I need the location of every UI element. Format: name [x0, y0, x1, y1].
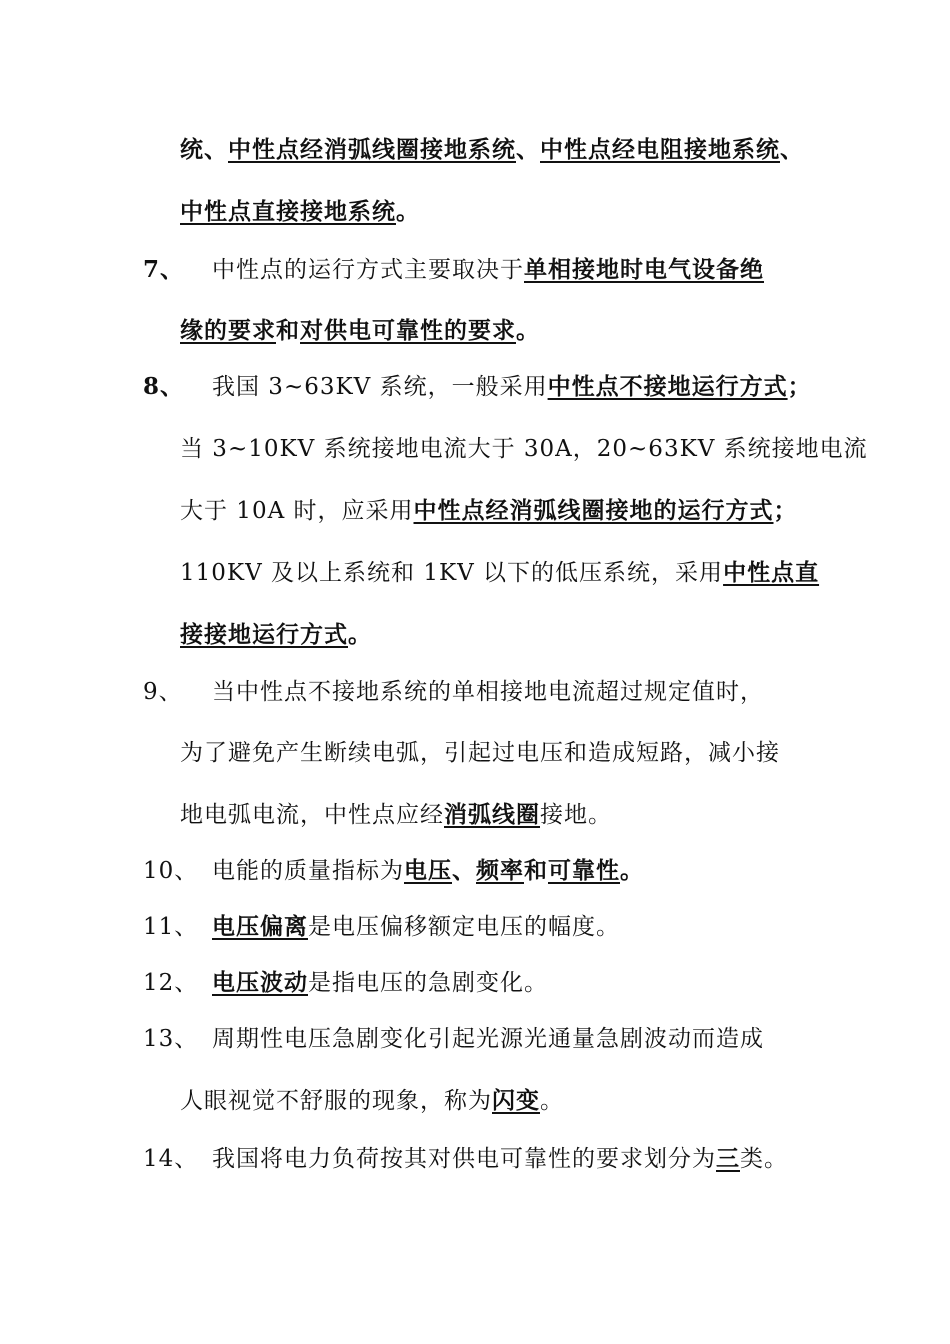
text-line: [0, 615, 950, 655]
item-number: 8、: [143, 373, 185, 400]
line-text: 人眼视觉不舒服的现象，称为闪变。: [180, 1087, 564, 1114]
line-text: 接接地运行方式。: [180, 621, 372, 648]
line-text: 当中性点不接地系统的单相接地电流超过规定值时，: [212, 679, 764, 705]
line-text: 统、中性点经消弧线圈接地系统、中性点经电阻接地系统、: [180, 136, 804, 163]
text-line: [0, 429, 950, 469]
item-number: 13、: [143, 1026, 199, 1052]
list-item-9: [0, 672, 950, 712]
text-line: [0, 1081, 950, 1121]
list-item-11: [0, 907, 950, 947]
line-text: 我国 3~63KV 系统，一般采用中性点不接地运行方式；: [212, 373, 812, 400]
text-line: [0, 491, 950, 531]
text-line: [0, 733, 950, 773]
list-item-12: [0, 963, 950, 1003]
item-number: 14、: [143, 1146, 199, 1172]
text-line: [0, 192, 950, 232]
list-item-13: [0, 1019, 950, 1059]
line-text: 缘的要求和对供电可靠性的要求。: [180, 317, 540, 344]
text-line: [0, 553, 950, 593]
list-item-14: [0, 1139, 950, 1179]
item-number: 10、: [143, 858, 199, 884]
line-text: 当 3~10KV 系统接地电流大于 30A，20~63KV 系统接地电流: [180, 436, 868, 462]
list-item-8: [0, 367, 950, 407]
list-item-7: [0, 250, 950, 290]
line-text: 我国将电力负荷按其对供电可靠性的要求划分为三类。: [212, 1145, 788, 1172]
line-text: 电能的质量指标为电压、频率和可靠性。: [212, 857, 644, 884]
item-number: 7、: [143, 256, 185, 283]
line-text: 电压偏离是电压偏移额定电压的幅度。: [212, 913, 620, 940]
line-text: 为了避免产生断续电弧，引起过电压和造成短路，减小接: [180, 740, 780, 766]
line-text: 中性点直接接地系统。: [180, 198, 420, 225]
list-item-10: [0, 851, 950, 891]
text-line: [0, 130, 950, 170]
text-line: [0, 795, 950, 835]
line-text: 110KV 及以上系统和 1KV 以下的低压系统，采用中性点直: [180, 559, 820, 586]
line-text: 周期性电压急剧变化引起光源光通量急剧波动而造成: [212, 1026, 764, 1052]
text-line: [0, 311, 950, 351]
item-number: 12、: [143, 970, 199, 996]
item-number: 11、: [143, 914, 199, 940]
line-text: 电压波动是指电压的急剧变化。: [212, 969, 548, 996]
line-text: 大于 10A 时，应采用中性点经消弧线圈接地的运行方式；: [180, 497, 798, 524]
line-text: 地电弧电流，中性点应经消弧线圈接地。: [180, 801, 612, 828]
item-number: 9、: [143, 679, 183, 705]
line-text: 中性点的运行方式主要取决于单相接地时电气设备绝: [212, 256, 764, 283]
